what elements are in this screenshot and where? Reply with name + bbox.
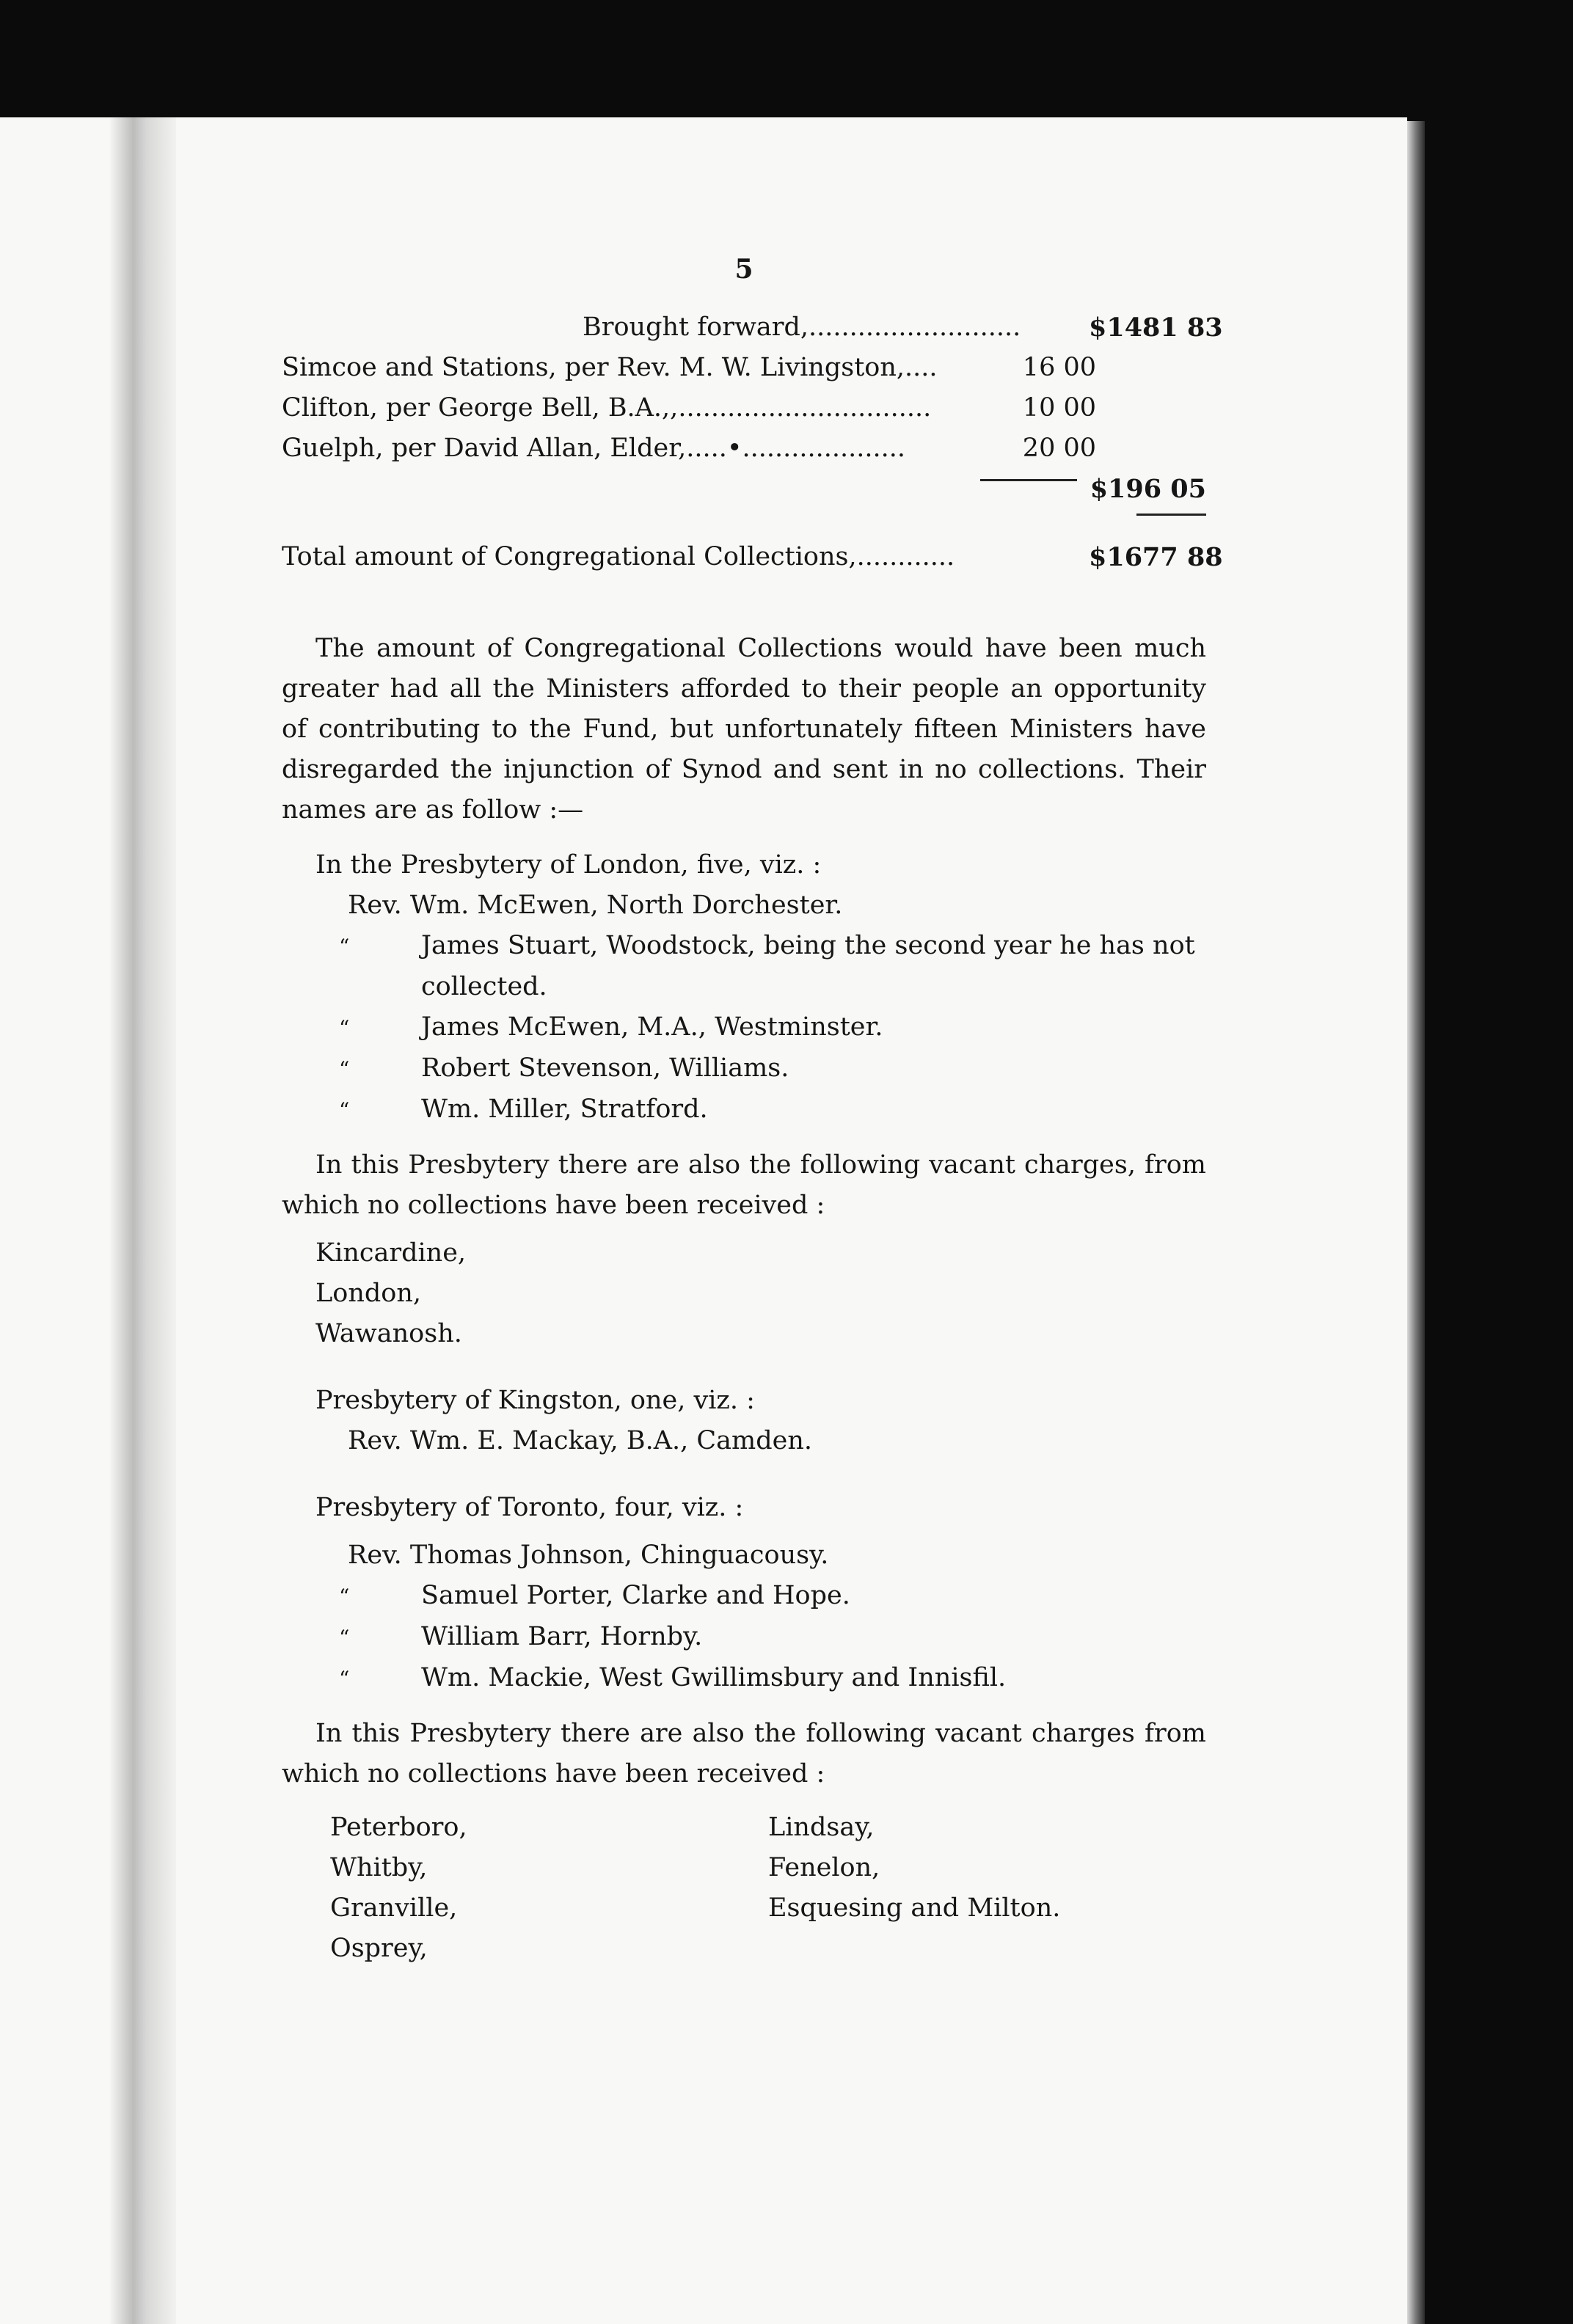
subtotal-rule [980, 479, 1077, 481]
toronto-vacant-intro: In this Presbytery there are also the following vacant charges from which no collections have been received : [282, 1719, 1206, 1788]
london-minister: “ Robert Stevenson, Williams. [282, 1048, 1206, 1089]
ledger-row [282, 388, 1206, 428]
toronto-first-minister: Rev. Thomas Johnson, Chinguacousy. [348, 1541, 829, 1570]
intro-paragraph: The amount of Congregational Collections would have been much greater had all the Ministers afforded to their people an opportunity of contributing to the Fund, but unfortunately fifteen Ministers have disregarded the injunction of Synod and sent in no collections. Their names are as follow :— [282, 634, 1206, 825]
ledger-amount: 20 00 [1022, 434, 1096, 463]
ditto-mark: “ [339, 1626, 350, 1650]
total-amount: $1677 88 [1089, 542, 1223, 572]
ledger-label: Brought forward,.......................... [583, 313, 1021, 342]
toronto-minister: “ Wm. Mackie, West Gwillimsbury and Innisfil. [282, 1658, 1206, 1699]
toronto-vacant-charge: Lindsay, [768, 1813, 875, 1842]
ditto-mark: “ [339, 1098, 350, 1122]
toronto-heading: Presbytery of Toronto, four, viz. : [315, 1493, 744, 1522]
ledger-label: Simcoe and Stations, per Rev. M. W. Livingston,.... [282, 353, 938, 382]
london-vacant-charge: Wawanosh. [315, 1319, 462, 1348]
total-rule [1136, 514, 1206, 516]
toronto-vacant-charge: Granville, [330, 1893, 458, 1923]
page-edge [1407, 121, 1425, 2324]
toronto-vacant-charge: Esquesing and Milton. [768, 1893, 1061, 1923]
ditto-mark: “ [339, 1667, 350, 1691]
ledger-label: Guelph, per David Allan, Elder,.....•.................... [282, 434, 905, 463]
ledger-amount: 10 00 [1022, 393, 1096, 423]
binding-gutter [110, 117, 176, 2324]
kingston-heading: Presbytery of Kingston, one, viz. : [315, 1386, 755, 1415]
london-vacant-intro: In this Presbytery there are also the following vacant charges, from which no collections have been received : [282, 1150, 1206, 1220]
vacant-column-right [768, 1808, 1206, 1969]
toronto-vacant-charge: Fenelon, [768, 1853, 880, 1882]
toronto-minister: “ William Barr, Hornby. [282, 1617, 1206, 1658]
ditto-mark: “ [339, 1016, 350, 1040]
ditto-mark: “ [339, 935, 350, 959]
london-first-minister: Rev. Wm. McEwen, North Dorchester. [348, 891, 843, 920]
toronto-vacant-charge: Osprey, [330, 1934, 428, 1963]
total-rule-row [282, 509, 1206, 537]
ledger-label: Clifton, per George Bell, B.A.,,............................... [282, 393, 932, 423]
london-heading: In the Presbytery of London, five, viz. : [315, 850, 822, 880]
page-content [282, 249, 1223, 1969]
ledger-row [282, 428, 1206, 469]
toronto-minister: “ Samuel Porter, Clarke and Hope. [282, 1576, 1206, 1617]
toronto-vacant-charge: Peterboro, [330, 1813, 467, 1842]
ditto-mark: “ [339, 1057, 350, 1081]
ledger-amount: $1481 83 [1089, 313, 1223, 343]
london-vacant-charge: Kincardine, [315, 1238, 467, 1268]
london-vacant-charge: London, [315, 1279, 421, 1308]
ledger-row [282, 348, 1206, 388]
toronto-vacant-charge: Whitby, [330, 1853, 428, 1882]
ledger-brought-forward [282, 307, 1223, 348]
page-number: 5 [734, 254, 753, 285]
london-minister: “ Wm. Miller, Stratford. [282, 1089, 1206, 1130]
ledger-amount: 16 00 [1022, 353, 1096, 382]
ledger-total [282, 537, 1223, 577]
ditto-mark: “ [339, 1585, 350, 1609]
subtotal-amount: $196 05 [1090, 474, 1206, 504]
vacant-column-left [330, 1808, 768, 1969]
ledger-subtotal [282, 469, 1206, 509]
total-label: Total amount of Congregational Collections,............ [282, 542, 955, 571]
toronto-vacant-list [282, 1808, 1206, 1969]
london-minister: “ James McEwen, M.A., Westminster. [282, 1007, 1206, 1048]
london-minister: “ James Stuart, Woodstock, being the second year he has not collected. [282, 926, 1206, 1007]
kingston-minister: Rev. Wm. E. Mackay, B.A., Camden. [348, 1426, 813, 1455]
